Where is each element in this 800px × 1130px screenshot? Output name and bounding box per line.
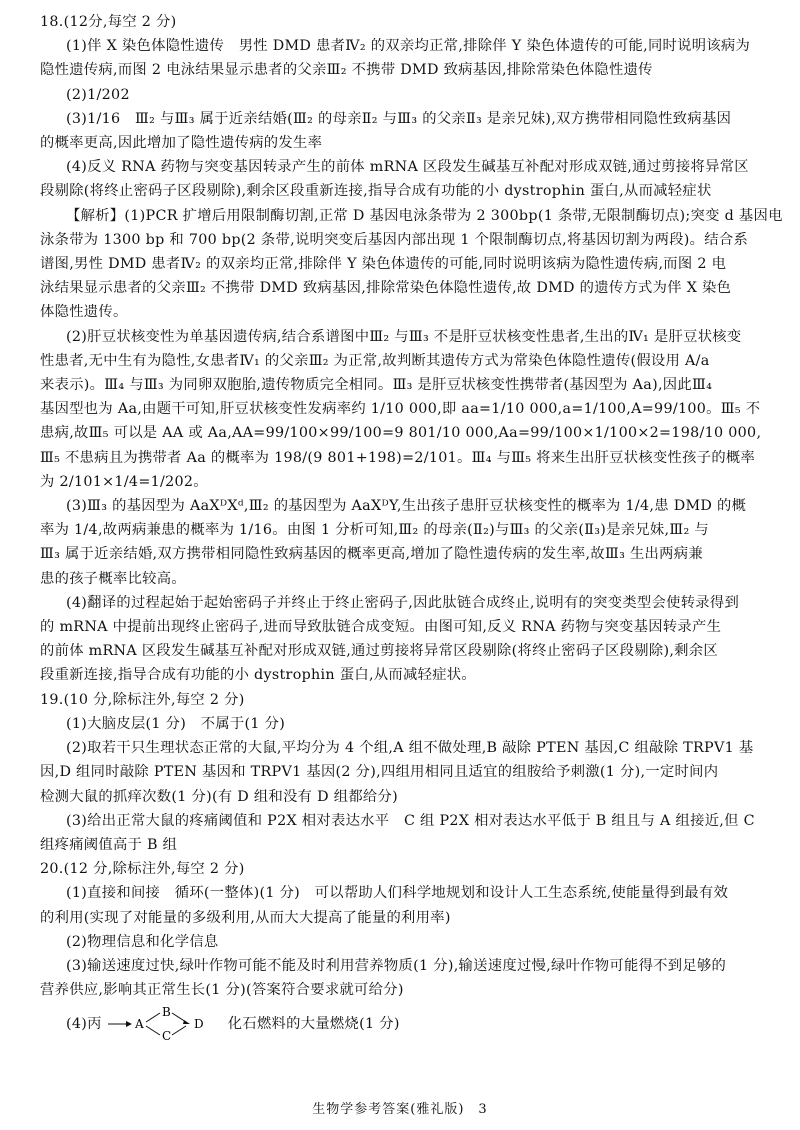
text-line: 体隐性遗传。 (40, 304, 128, 321)
flow-prefix: (4)丙 (66, 1016, 102, 1033)
flow-node-d: D (193, 1017, 204, 1032)
flow-node-b: B (161, 1006, 171, 1020)
text-line: (4)反义 RNA 药物与突变基因转录产生的前体 mRNA 区段发生碱基互补配对形成双链,通过剪接将异常区 (66, 159, 749, 176)
text-line: (2)物理信息和化学信息 (66, 933, 219, 950)
text-line: 的前体 mRNA 区段发生碱基互补配对形成双链,通过剪接将异常区段剔除(将终止密码子区段剔除),剩余区 (40, 643, 718, 660)
text-line: (1)伴 X 染色体隐性遗传 男性 DMD 患者Ⅳ₂ 的双亲均正常,排除伴 Y 染色体遗传的可能,同时说明该病为 (66, 38, 751, 55)
text-line: 患病,故Ⅲ₅ 可以是 AA 或 Aa,AA=99/100×99/100=9 801/10 000,Aa=99/100×1/100×2=198/10 000, (40, 425, 762, 442)
text-line: 检测大鼠的抓痒次数(1 分)(有 D 组和没有 D 组都给分) (40, 788, 398, 805)
flow-node-c: C (161, 1029, 172, 1043)
text-line: 20.(12 分,除标注外,每空 2 分) (40, 861, 245, 878)
flow-answer: 化石燃料的大量燃烧(1 分) (227, 1016, 400, 1033)
text-line: Ⅲ₃ 属于近亲结婚,双方携带相同隐性致病基因的概率更高,增加了隐性遗传病的发生率,故Ⅲ₃ 生出两病兼 (40, 546, 703, 563)
text-line: 18.(12分,每空 2 分) (40, 14, 177, 30)
text-line: 的 mRNA 中提前出现终止密码子,进而导致肽链合成变短。由图可知,反义 RNA 药物与突变基因转录产生 (40, 619, 722, 636)
text-line: 营养供应,影响其正常生长(1 分)(答案符合要求就可给分) (40, 982, 404, 999)
text-line: (1)大脑皮层(1 分) 不属于(1 分) (66, 715, 286, 732)
text-line: 的利用(实现了对能量的多级利用,从而大大提高了能量的利用率) (40, 909, 451, 926)
text-line: (4)翻译的过程起始于起始密码子并终止于终止密码子,因此肽链合成终止,说明有的突变类型会使转录得到 (66, 594, 740, 611)
text-line: 的概率更高,因此增加了隐性遗传病的发生率 (40, 135, 323, 152)
text-line: 隐性遗传病,而图 2 电泳结果显示患者的父亲Ⅲ₂ 不携带 DMD 致病基因,排除常染色体隐性遗传 (40, 62, 653, 79)
text-line: 患的孩子概率比较高。 (40, 570, 186, 587)
text-line: 泳条带为 1300 bp 和 700 bp(2 条带,说明突变后基因内部出现 1 个限制酶切点,将基因切割为两段)。结合系 (40, 231, 749, 248)
text-line: (1)直接和间接 循环(一整体)(1 分) 可以帮助人们科学地规划和设计人工生态系统,使能量得到最有效 (66, 885, 729, 902)
text-line: 性患者,无中生有为隐性,女患者Ⅳ₁ 的父亲Ⅲ₂ 为正常,故判断其遗传方式为常染色体隐性遗传(假设用 A/a (40, 352, 710, 369)
text-line: (2)1/202 (66, 86, 130, 103)
text-line: 来表示)。Ⅲ₄ 与Ⅲ₃ 为同卵双胞胎,遗传物质完全相同。Ⅲ₃ 是肝豆状核变性携带者(基因型为 Aa),因此Ⅲ₄ (40, 377, 713, 394)
text-line: 泳结果显示患者的父亲Ⅲ₂ 不携带 DMD 致病基因,排除常染色体隐性遗传,故 DMD 的遗传方式为伴 X 染色 (40, 280, 732, 297)
text-line: (2)取若干只生理状态正常的大鼠,平均分为 4 个组,A 组不做处理,B 敲除 PTEN 基因,C 组敲除 TRPV1 基 (66, 740, 754, 757)
text-line: (3)给出正常大鼠的疼痛阈值和 P2X 相对表达水平 C 组 P2X 相对表达水平低于 B 组且与 A 组接近,但 C (66, 812, 755, 829)
text-line: 19.(10 分,除标注外,每空 2 分) (40, 691, 245, 708)
text-line: 为 2/101×1/4=1/202。 (40, 473, 208, 490)
text-line: (2)肝豆状核变性为单基因遗传病,结合系谱图中Ⅲ₂ 与Ⅲ₃ 不是肝豆状核变性患者,生出的Ⅳ₁ 是肝豆状核变 (66, 328, 742, 345)
text-line: 组疼痛阈值高于 B 组 (40, 836, 178, 853)
text-line: 率为 1/4,故两病兼患的概率为 1/16。由图 1 分析可知,Ⅲ₂ 的母亲(Ⅱ₂)与Ⅲ₃ 的父亲(Ⅱ₃)是亲兄妹,Ⅲ₂ 与 (40, 522, 709, 539)
text-line: 因,D 组同时敲除 PTEN 基因和 TRPV1 基因(2 分),四组用相同且适宜的组胺给予刺激(1 分),一定时间内 (40, 764, 719, 781)
text-line: (3)Ⅲ₃ 的基因型为 AaXᴰXᵈ,Ⅲ₂ 的基因型为 AaXᴰY,生出孩子患肝豆状核变性的概率为 1/4,患 DMD 的概 (66, 498, 747, 515)
answer-text (40, 10, 783, 1002)
text-line: 【解析】(1)PCR 扩增后用限制酶切割,正常 D 基因电泳条带为 2 300bp(1 条带,无限制酶切点);突变 d 基因电 (66, 207, 783, 224)
page-footer: 生物学参考答案(雅礼版) 3 (312, 1102, 488, 1117)
flow-diagram (106, 1006, 216, 1042)
text-line: 谱图,男性 DMD 患者Ⅳ₂ 的双亲均正常,排除伴 Y 染色体遗传的可能,同时说明该病为隐性遗传病,而图 2 电 (40, 256, 727, 273)
text-line: (3)输送速度过快,绿叶作物可能不能及时利用营养物质(1 分),输送速度过慢,绿叶作物可能得不到足够的 (66, 957, 727, 974)
text-line: Ⅲ₅ 不患病且为携带者 Aa 的概率为 198/(9 801+198)=2/101。Ⅲ₄ 与Ⅲ₅ 将来生出肝豆状核变性孩子的概率 (40, 449, 756, 466)
food-chain-line (40, 1006, 760, 1042)
flow-node-a: A (134, 1017, 144, 1032)
text-line: (3)1/16 Ⅲ₂ 与Ⅲ₃ 属于近亲结婚(Ⅲ₂ 的母亲Ⅱ₂ 与Ⅲ₃ 的父亲Ⅱ₃ 是亲兄妹),双方携带相同隐性致病基因 (66, 110, 732, 127)
text-line: 基因型也为 Aa,由题干可知,肝豆状核变性发病率约 1/10 000,即 aa=1/10 000,a=1/100,A=99/100。Ⅲ₅ 不 (40, 401, 761, 418)
text-line: 段剔除(将终止密码子区段剔除),剩余区段重新连接,指导合成有功能的小 dystrophin 蛋白,从而减轻症状 (40, 183, 712, 200)
text-line: 段重新连接,指导合成有功能的小 dystrophin 蛋白,从而减轻症状。 (40, 667, 476, 684)
